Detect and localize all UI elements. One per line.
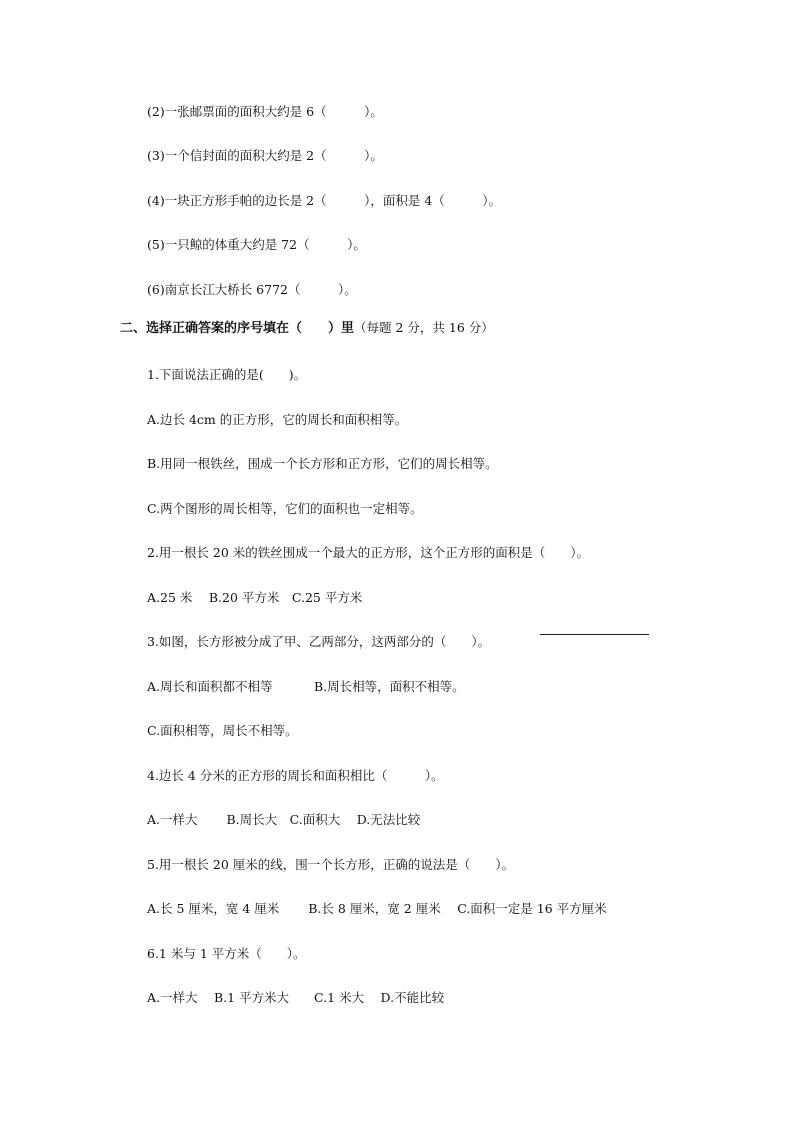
section-note: （每题 2 分，共 16 分） [354, 320, 494, 335]
option-line: C.两个图形的周长相等，它们的面积也一定相等。 [147, 501, 423, 516]
option-line: B.用同一根铁丝，围成一个长方形和正方形，它们的周长相等。 [147, 456, 498, 471]
option-line: A.周长和面积都不相等 B.周长相等，面积不相等。 [147, 679, 465, 694]
option-line: A.一样大 B.周长大 C.面积大 D.无法比较 [147, 812, 421, 827]
fill-in-item: (4)一块正方形手帕的边长是 2（ ），面积是 4（ ）。 [147, 193, 502, 208]
fill-in-item: (3)一个信封面的面积大约是 2（ ）。 [147, 148, 383, 163]
fill-in-item: (6)南京长江大桥长 6772（ ）。 [147, 282, 357, 297]
fill-in-item: (5)一只鲸的体重大约是 72（ ）。 [147, 237, 366, 252]
question-2: 2.用一根长 20 米的铁丝围成一个最大的正方形，这个正方形的面积是（ ）。 [147, 545, 590, 560]
section-title: 二、选择正确答案的序号填在（ ）里 [120, 321, 355, 336]
fill-in-item: (2)一张邮票面的面积大约是 6（ ）。 [147, 104, 383, 119]
figure-rectangle-edge [540, 634, 649, 635]
option-line: A.长 5 厘米，宽 4 厘米 B.长 8 厘米，宽 2 厘米 C.面积一定是 16 平方厘米 [147, 901, 607, 916]
option-line: A.边长 4cm 的正方形，它的周长和面积相等。 [147, 412, 408, 427]
option-line: A.一样大 B.1 平方米大 C.1 米大 D.不能比较 [147, 990, 445, 1005]
question-4: 4.边长 4 分米的正方形的周长和面积相比（ ）。 [147, 768, 444, 783]
question-6: 6.1 米与 1 平方米（ ）。 [147, 946, 306, 961]
section-heading [120, 319, 494, 338]
question-1: 1.下面说法正确的是( )。 [147, 367, 307, 382]
question-5: 5.用一根长 20 厘米的线，围一个长方形，正确的说法是（ ）。 [147, 857, 515, 872]
question-3: 3.如图，长方形被分成了甲、乙两部分，这两部分的（ ）。 [147, 634, 491, 649]
option-line: A.25 米 B.20 平方米 C.25 平方米 [147, 590, 363, 605]
option-line: C.面积相等，周长不相等。 [147, 723, 298, 738]
